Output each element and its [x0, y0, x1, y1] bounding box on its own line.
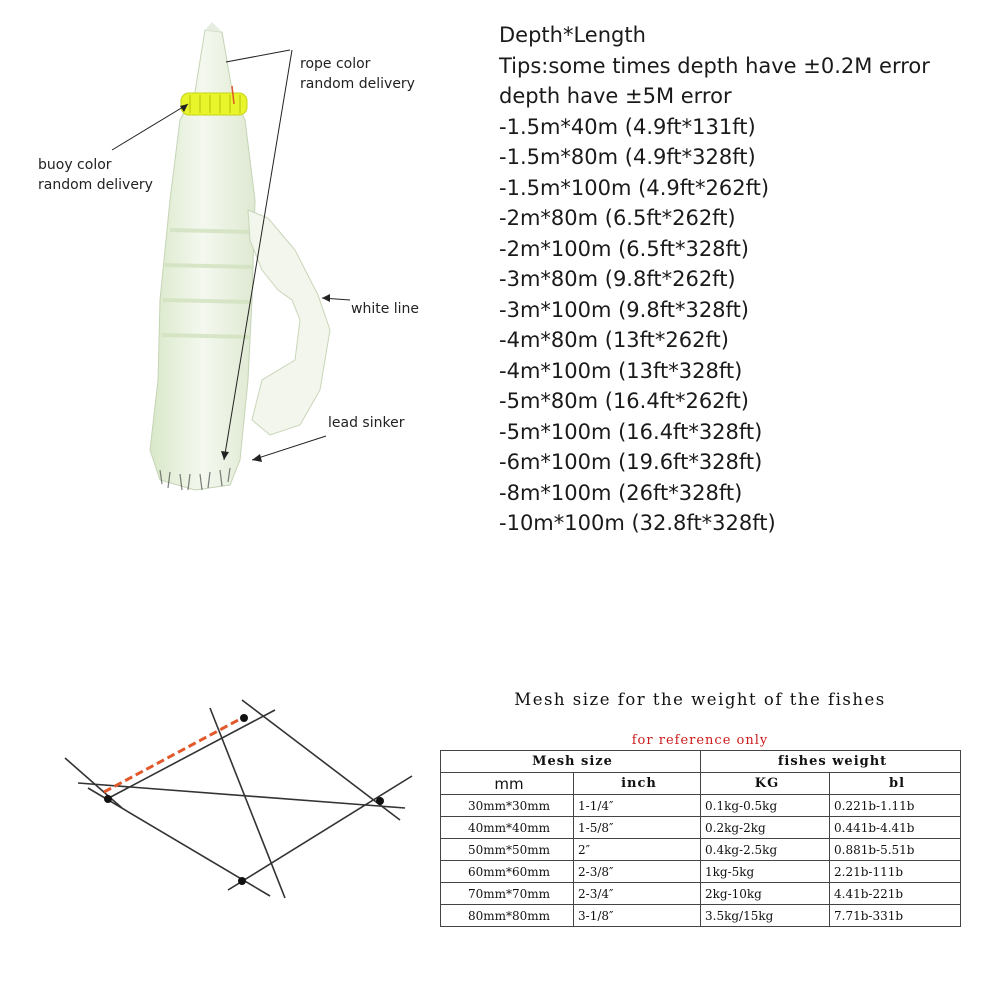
mesh-line: [65, 758, 122, 808]
spec-heading: Depth*Length: [499, 23, 646, 47]
callout-buoy-color: [38, 155, 188, 195]
cell-bl: 4.41b-221b: [830, 883, 961, 905]
callout-rope-color: [300, 54, 460, 94]
mesh-dash: [104, 718, 242, 792]
cell-bl: 0.441b-4.41b: [830, 817, 961, 839]
spec-item: -4m*80m (13ft*262ft): [499, 328, 729, 352]
spec-item: -2m*80m (6.5ft*262ft): [499, 206, 736, 230]
cell-inch: 2″: [574, 839, 701, 861]
cell-kg: 0.2kg-2kg: [701, 817, 830, 839]
spec-item: -5m*80m (16.4ft*262ft): [499, 389, 749, 413]
cell-mm: 50mm*50mm: [441, 839, 574, 861]
spec-list: [499, 20, 930, 539]
mesh-subtitle: for reference only: [631, 733, 769, 748]
buoy-ring: [181, 93, 247, 115]
callout-white-line: white line: [351, 301, 420, 317]
spec-item: -1.5m*100m (4.9ft*262ft): [499, 175, 770, 200]
cell-inch: 1-5/8″: [574, 817, 701, 839]
spec-item: -6m*100m (19.6ft*328ft): [499, 450, 763, 474]
mesh-diagram: [60, 680, 440, 910]
cell-inch: 3-1/8″: [574, 905, 701, 927]
table-subheader-row: [441, 773, 961, 795]
spec-item: -2m*100m (6.5ft*328ft): [499, 236, 749, 261]
header-mesh-size: Mesh size: [441, 751, 701, 773]
table-row: [441, 883, 961, 905]
table-row: [441, 839, 961, 861]
table-row: [441, 861, 961, 883]
cell-mm: 60mm*60mm: [441, 861, 574, 883]
spec-item: -1.5m*80m (4.9ft*328ft): [499, 145, 756, 169]
table-row: [441, 905, 961, 927]
cell-bl: 0.221b-1.11b: [830, 795, 961, 817]
mesh-knot: [240, 714, 248, 722]
spec-item: -10m*100m (32.8ft*328ft): [499, 511, 776, 535]
table-row: [441, 795, 961, 817]
cell-kg: 2kg-10kg: [701, 883, 830, 905]
mesh-knot: [376, 797, 384, 805]
cell-bl: 0.881b-5.51b: [830, 839, 961, 861]
callout-rope-line1: rope color: [300, 56, 371, 72]
cell-mm: 40mm*40mm: [441, 817, 574, 839]
cell-kg: 1kg-5kg: [701, 861, 830, 883]
cell-mm: 70mm*70mm: [441, 883, 574, 905]
cell-inch: 2-3/8″: [574, 861, 701, 883]
header-fishes-weight: fishes weight: [701, 751, 961, 773]
callout-buoy-line1: buoy color: [38, 157, 112, 173]
mesh-line: [228, 776, 412, 890]
cell-inch: 2-3/4″: [574, 883, 701, 905]
cell-kg: 3.5kg/15kg: [701, 905, 830, 927]
spec-item: -1.5m*40m (4.9ft*131ft): [499, 114, 756, 139]
table-row: [441, 817, 961, 839]
table-header-row: [441, 751, 961, 773]
cell-mm: 30mm*30mm: [441, 795, 574, 817]
callout-lead-sinker: lead sinker: [328, 415, 405, 431]
mesh-line: [105, 710, 275, 800]
spec-item: -4m*100m (13ft*328ft): [499, 358, 743, 383]
spec-item: -3m*100m (9.8ft*328ft): [499, 297, 749, 322]
header-bl: bl: [830, 773, 961, 795]
mesh-knot: [238, 877, 246, 885]
cell-bl: 7.71b-331b: [830, 905, 961, 927]
cell-inch: 1-1/4″: [574, 795, 701, 817]
spec-item: -8m*100m (26ft*328ft): [499, 480, 743, 505]
spec-tips: Tips:some times depth have ±0.2M error: [499, 53, 930, 78]
spec-item: -3m*80m (9.8ft*262ft): [499, 267, 736, 291]
spec-item: -5m*100m (16.4ft*328ft): [499, 419, 763, 444]
header-inch: inch: [574, 773, 701, 795]
mesh-knot: [104, 795, 112, 803]
cell-kg: 0.1kg-0.5kg: [701, 795, 830, 817]
mesh-line: [210, 708, 285, 898]
cell-mm: 80mm*80mm: [441, 905, 574, 927]
header-kg: KG: [701, 773, 830, 795]
callout-rope-line2: random delivery: [300, 76, 415, 92]
spec-tips-2: depth have ±5M error: [499, 84, 732, 108]
mesh-title: Mesh size for the weight of the fishes: [514, 690, 886, 709]
callout-buoy-line2: random delivery: [38, 177, 153, 193]
cell-kg: 0.4kg-2.5kg: [701, 839, 830, 861]
cell-bl: 2.21b-111b: [830, 861, 961, 883]
mesh-table: [440, 750, 961, 927]
header-mm: mm: [441, 773, 574, 795]
